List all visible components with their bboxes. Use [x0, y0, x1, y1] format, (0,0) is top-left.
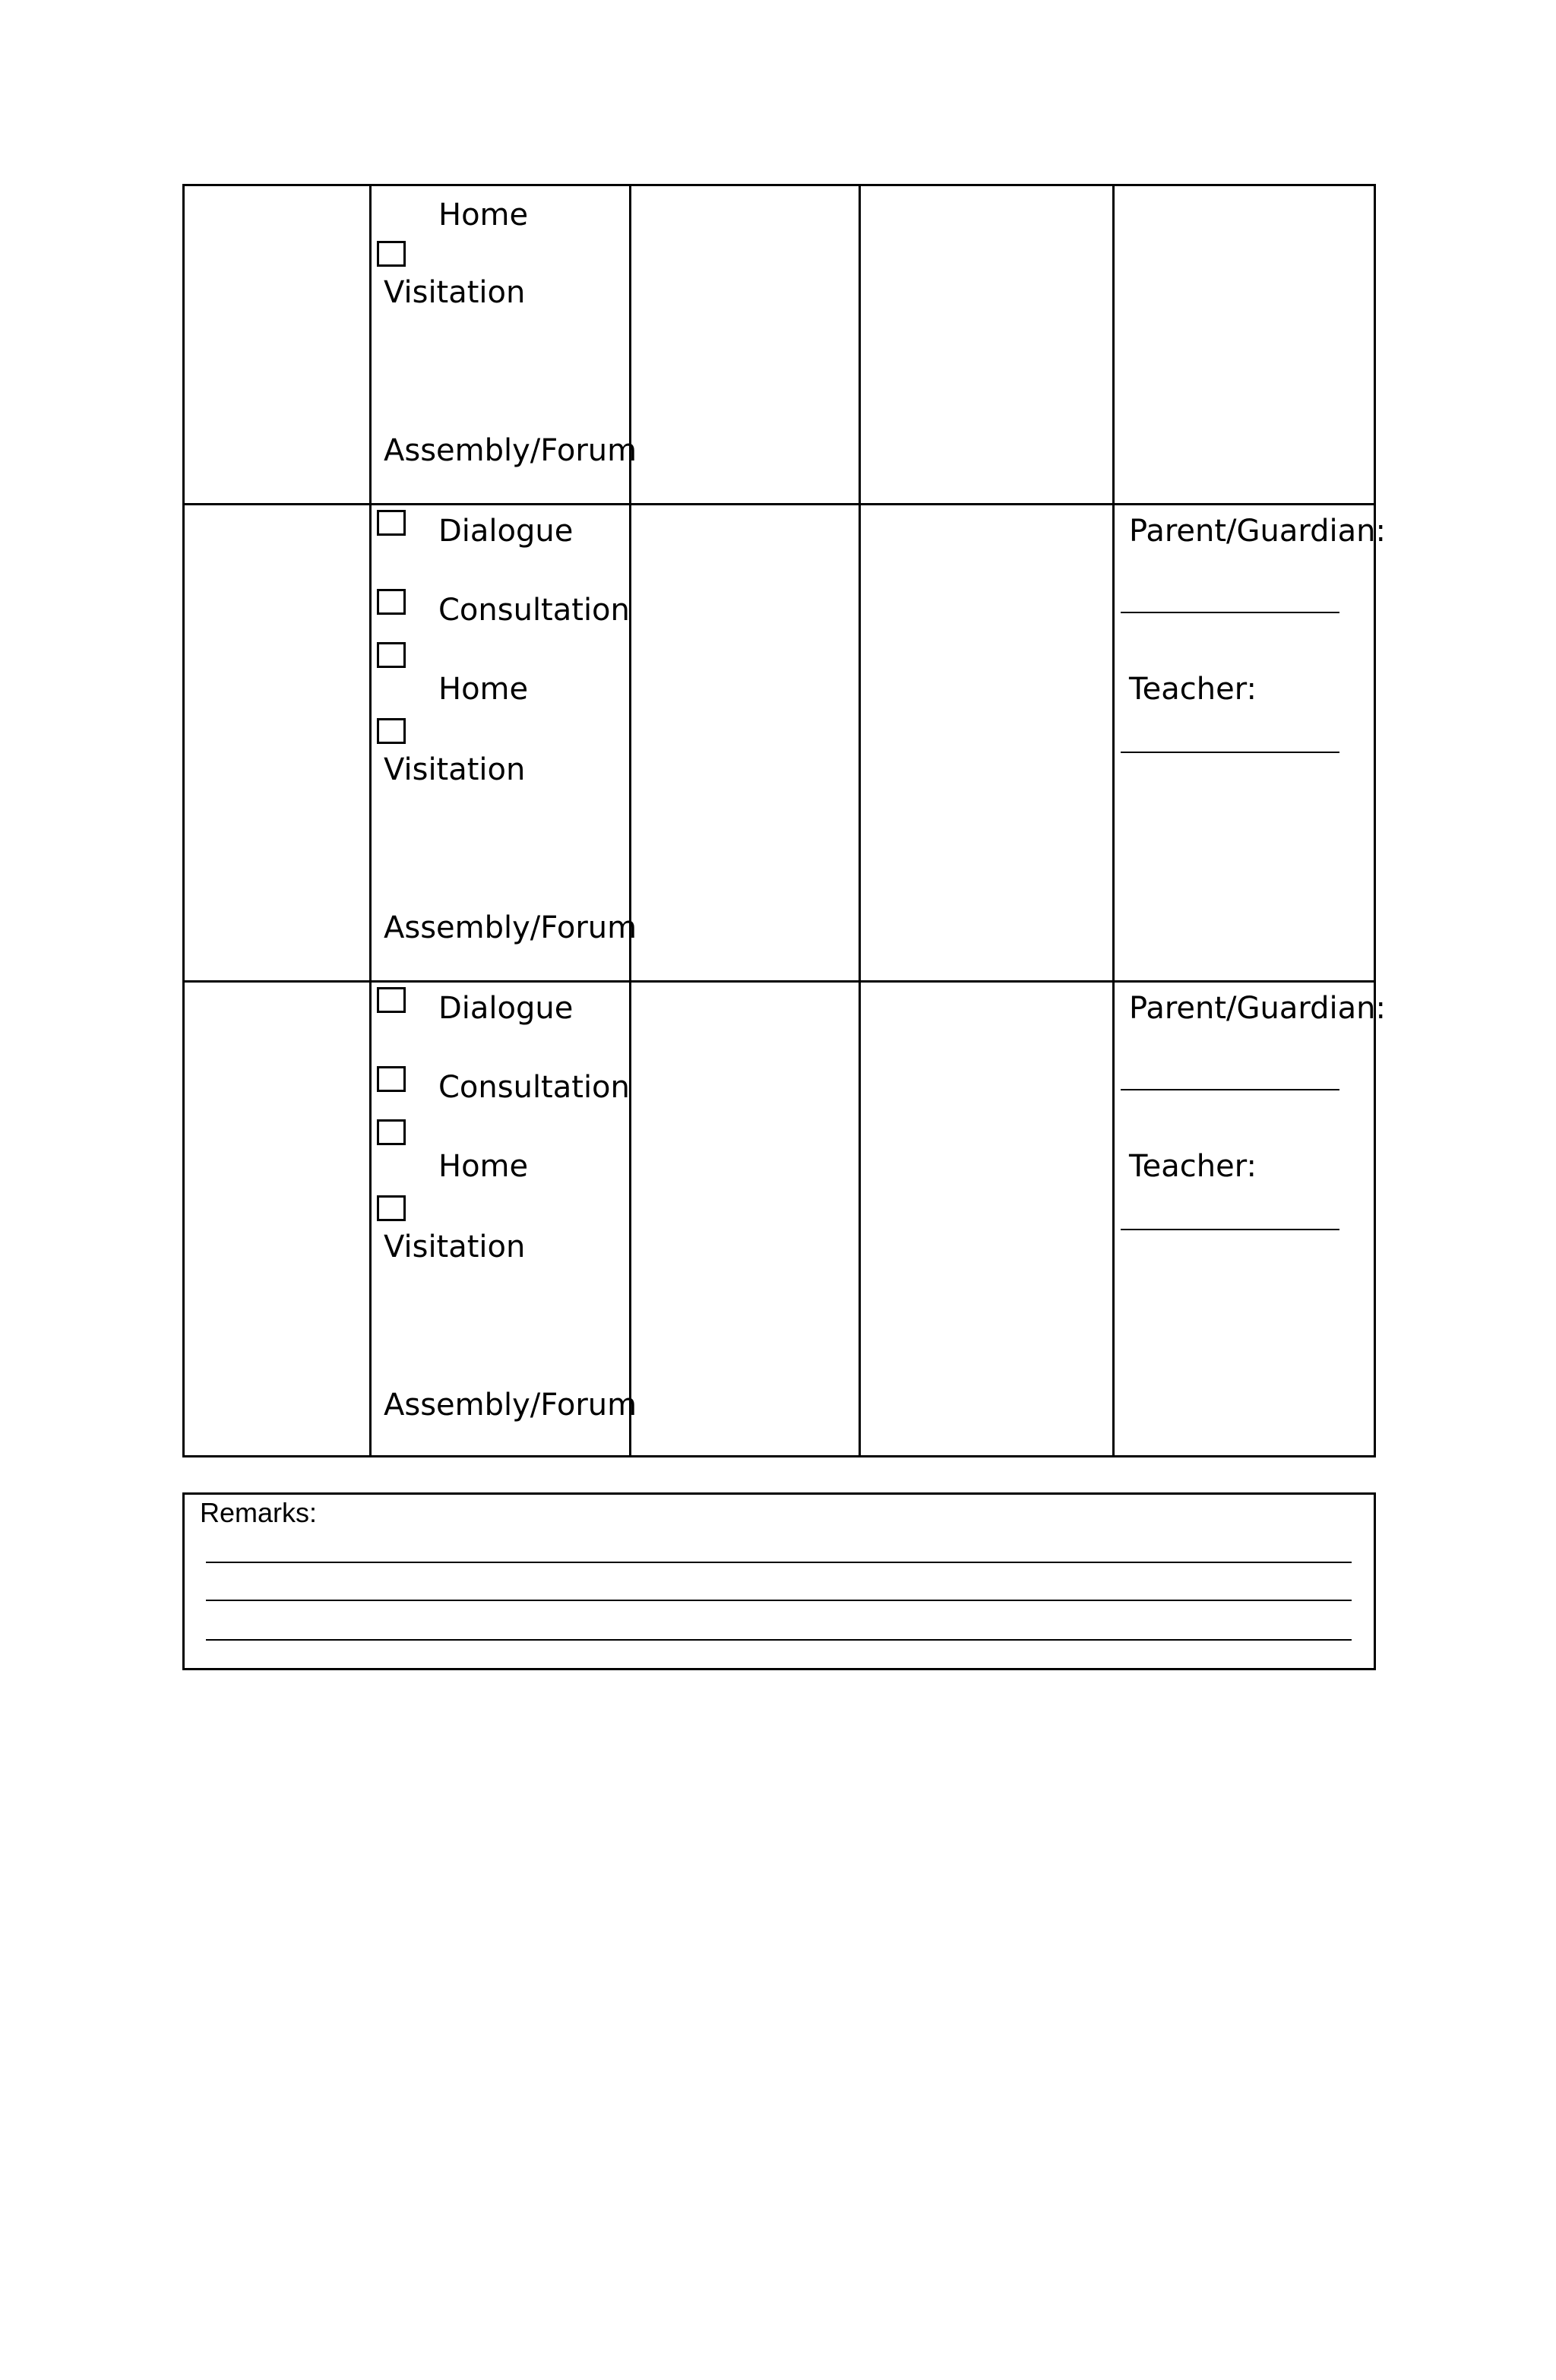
- option-label-consultation: Consultation: [438, 1070, 630, 1105]
- option-label-consultation: Consultation: [438, 593, 630, 628]
- row-divider: [185, 980, 1374, 983]
- option-label-visitation: Visitation: [384, 752, 526, 787]
- row-divider: [185, 503, 1374, 505]
- conference-log-table: [182, 184, 1386, 1457]
- option-label-home: Home: [438, 1149, 529, 1184]
- option-label-dialogue: Dialogue: [438, 514, 574, 549]
- column-divider: [629, 186, 631, 1455]
- option-label-dialogue: Dialogue: [438, 991, 574, 1026]
- teacher-signature-line[interactable]: [1121, 752, 1339, 753]
- checkbox-consultation[interactable]: [377, 1066, 406, 1092]
- teacher-label: Teacher:: [1129, 672, 1257, 707]
- checkbox-visitation[interactable]: [377, 241, 406, 267]
- parent-guardian-label: Parent/Guardian:: [1129, 991, 1386, 1026]
- checkbox-visitation[interactable]: [377, 718, 406, 744]
- option-label-assembly-forum: Assembly/Forum: [384, 433, 637, 468]
- checkbox-dialogue[interactable]: [377, 987, 406, 1013]
- parent-guardian-label: Parent/Guardian:: [1129, 514, 1386, 549]
- checkbox-dialogue[interactable]: [377, 510, 406, 536]
- checkbox-home[interactable]: [377, 1119, 406, 1145]
- remarks-box: [182, 1492, 1376, 1670]
- option-label-assembly-forum: Assembly/Forum: [384, 910, 637, 945]
- parent-signature-line[interactable]: [1121, 612, 1339, 613]
- remarks-label: Remarks:: [200, 1497, 318, 1528]
- teacher-label: Teacher:: [1129, 1149, 1257, 1184]
- checkbox-consultation[interactable]: [377, 589, 406, 615]
- column-divider: [859, 186, 861, 1455]
- parent-signature-line[interactable]: [1121, 1089, 1339, 1090]
- remarks-line[interactable]: [206, 1639, 1352, 1641]
- option-label-home: Home: [438, 198, 529, 233]
- checkbox-home[interactable]: [377, 642, 406, 668]
- teacher-signature-line[interactable]: [1121, 1229, 1339, 1230]
- option-label-visitation: Visitation: [384, 275, 526, 310]
- checkbox-visitation[interactable]: [377, 1195, 406, 1221]
- remarks-line[interactable]: [206, 1562, 1352, 1563]
- remarks-line[interactable]: [206, 1600, 1352, 1601]
- option-label-assembly-forum: Assembly/Forum: [384, 1388, 637, 1423]
- option-label-home: Home: [438, 672, 529, 707]
- column-divider: [369, 186, 372, 1455]
- column-divider: [1112, 186, 1115, 1455]
- option-label-visitation: Visitation: [384, 1230, 526, 1264]
